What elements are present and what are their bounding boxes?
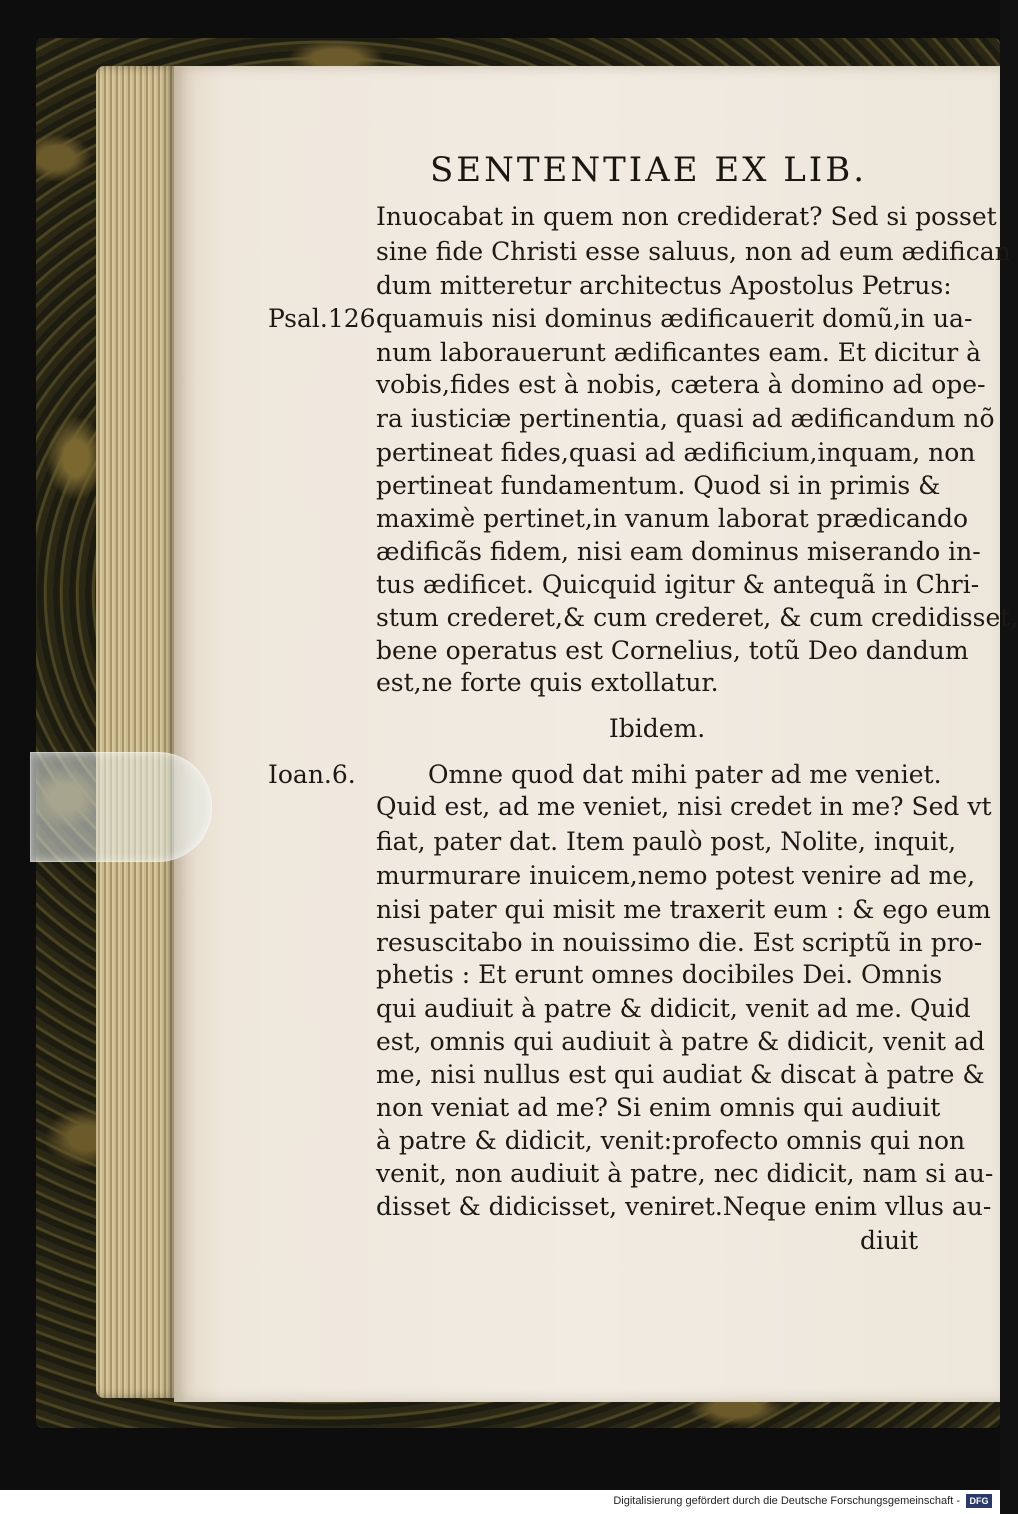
page-clip [30, 752, 212, 862]
funding-note: Digitalisierung gefördert durch die Deutsche Forschungsgemeinschaft - [613, 1495, 960, 1507]
text-line: vobis,fides est à nobis, cætera à domino ad ope- [376, 370, 986, 399]
running-head: SENTENTIAE EX LIB. [430, 150, 868, 190]
text-line: est,ne forte quis extollatur. [376, 668, 719, 697]
text-line: quamuis nisi dominus ædificauerit domũ,in ua- [376, 304, 973, 333]
text-line: murmurare inuicem,nemo potest venire ad me, [376, 861, 976, 890]
text-line: ra iusticiæ pertinentia, quasi ad ædificandum nõ [376, 404, 995, 433]
text-line: ædificãs fidem, nisi eam dominus miserando in- [376, 537, 981, 566]
text-line: nisi pater qui misit me traxerit eum : & ego eum [376, 895, 991, 924]
text-line: fiat, pater dat. Item paulò post, Nolite, inquit, [376, 827, 957, 856]
text-line: me, nisi nullus est qui audiat & discat à patre & [376, 1060, 985, 1089]
page-edges [96, 66, 176, 1398]
text-line: phetis : Et erunt omnes docibiles Dei. Omnis [376, 960, 943, 989]
text-line: maximè pertinet,in vanum laborat prædicando [376, 504, 969, 533]
text-line: sine fide Christi esse saluus, non ad eum ædifican [376, 237, 1011, 266]
text-line: venit, non audiuit à patre, nec didicit, nam si au- [376, 1159, 994, 1188]
text-line: dum mitteretur architectus Apostolus Petrus: [376, 271, 952, 300]
text-line: pertineat fides,quasi ad ædificium,inquam, non [376, 438, 976, 467]
text-line: à patre & didicit, venit:profecto omnis qui non [376, 1126, 966, 1155]
catchword: diuit [860, 1226, 919, 1255]
text-line: stum crederet,& cum crederet, & cum credidisset, [376, 603, 1018, 632]
text-line: resuscitabo in nouissimo die. Est scriptũ in pro- [376, 928, 983, 957]
text-line: disset & didicisset, veniret.Neque enim vllus au- [376, 1192, 992, 1221]
text-line: est, omnis qui audiuit à patre & didicit, venit ad [376, 1027, 985, 1056]
text-line: Inuocabat in quem non crediderat? Sed si posset [376, 202, 997, 231]
text-line: tus ædificet. Quicquid igitur & antequã in Chri- [376, 570, 980, 599]
margin-note-john: Ioan.6. [268, 760, 356, 789]
text-line: Omne quod dat mihi pater ad me veniet. [428, 760, 942, 789]
text-line: pertineat fundamentum. Quod si in primis & [376, 471, 941, 500]
text-line: Quid est, ad me veniet, nisi credet in me? Sed vt [376, 792, 992, 821]
text-line: qui audiuit à patre & didicit, venit ad me. Quid [376, 994, 971, 1023]
dfg-logo: DFG [966, 1494, 992, 1508]
text-line: num laborauerunt ædificantes eam. Et dicitur à [376, 338, 981, 367]
section-heading: Ibidem. [608, 714, 706, 743]
footer-bar [0, 1490, 1000, 1514]
text-line: non veniat ad me? Si enim omnis qui audiuit [376, 1093, 941, 1122]
text-line: bene operatus est Cornelius, totũ Deo dandum [376, 636, 969, 665]
margin-note-psalm: Psal.126 [268, 304, 376, 333]
